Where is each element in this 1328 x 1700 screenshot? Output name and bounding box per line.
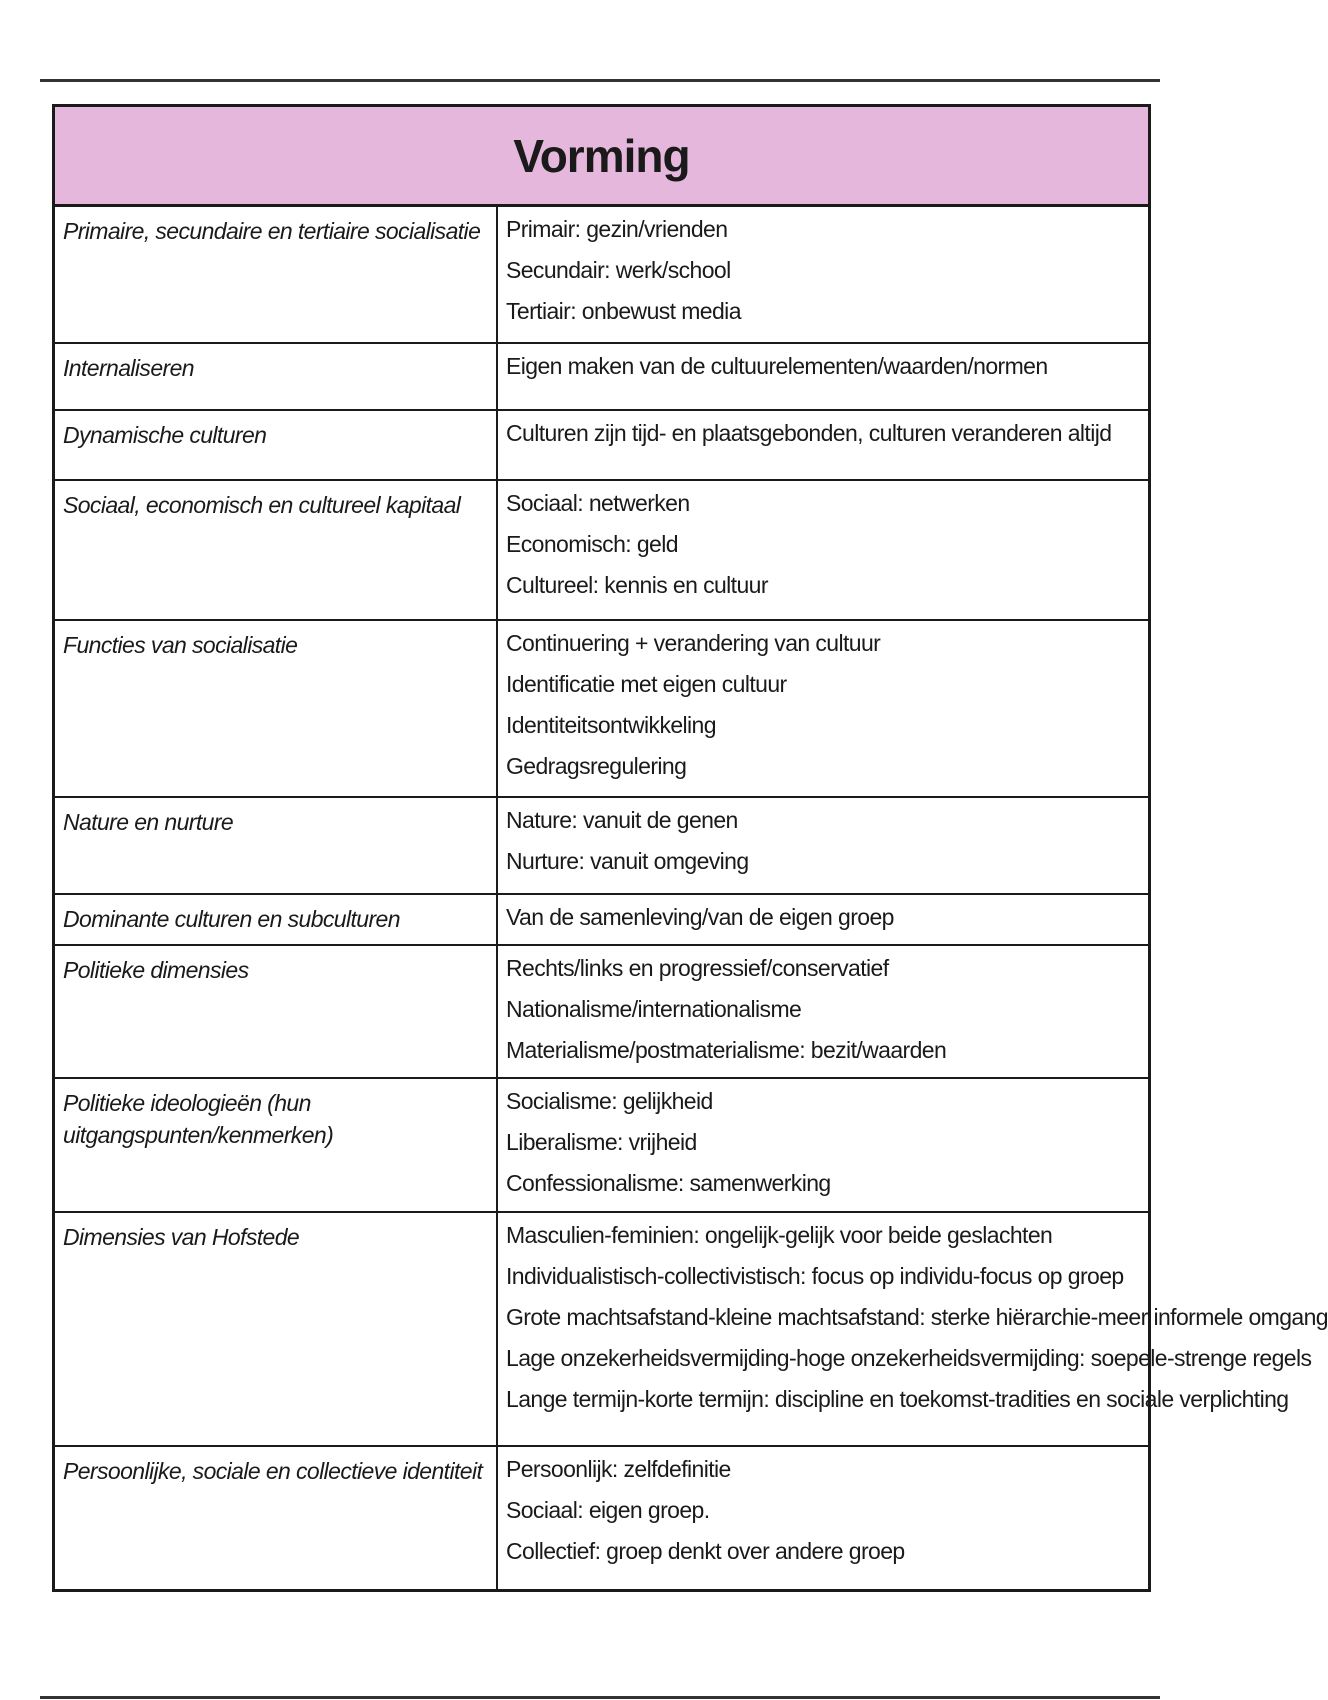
description-line: Continuering + verandering van cultuur <box>506 630 881 656</box>
table-row <box>55 1078 1148 1212</box>
table-row <box>55 207 1148 343</box>
description-line: Secundair: werk/school <box>506 257 731 283</box>
description-line: Liberalisme: vrijheid <box>506 1129 697 1155</box>
description-line: Materialisme/postmaterialisme: bezit/waarden <box>506 1037 947 1063</box>
description-line: Primair: gezin/vrienden <box>506 216 728 242</box>
description-line: Masculien-feminien: ongelijk-gelijk voor beide geslachten <box>506 1222 1053 1248</box>
table-row <box>55 894 1148 945</box>
description-line: Van de samenleving/van de eigen groep <box>506 904 894 930</box>
description-line: Sociaal: netwerken <box>506 490 690 516</box>
vorming-table <box>52 104 1328 1592</box>
description-line: Economisch: geld <box>506 531 678 557</box>
term-cell: Functies van socialisatie <box>55 620 497 797</box>
bottom-rule <box>40 1696 1160 1699</box>
description-line: Nationalisme/internationalisme <box>506 996 802 1022</box>
term-cell: Sociaal, economisch en cultureel kapitaal <box>55 480 497 620</box>
description-cell <box>497 1078 1148 1212</box>
table-row <box>55 343 1148 410</box>
description-cell <box>497 620 1148 797</box>
description-line: Collectief: groep denkt over andere groep <box>506 1538 905 1564</box>
description-line: Grote machtsafstand-kleine machtsafstand: sterke hiërarchie-meer informele omgang <box>506 1304 1328 1330</box>
term-cell: Nature en nurture <box>55 797 497 894</box>
term-cell: Persoonlijke, sociale en collectieve identiteit <box>55 1446 497 1589</box>
description-line: Tertiair: onbewust media <box>506 298 741 324</box>
description-cell <box>497 207 1148 343</box>
term-cell: Dimensies van Hofstede <box>55 1212 497 1446</box>
description-line: Rechts/links en progressief/conservatief <box>506 955 889 981</box>
table-row <box>55 620 1148 797</box>
description-line: Culturen zijn tijd- en plaatsgebonden, culturen veranderen altijd <box>506 420 1112 446</box>
term-cell: Dynamische culturen <box>55 410 497 480</box>
term-cell: Politieke ideologieën (hun uitgangspunten/kenmerken) <box>55 1078 497 1212</box>
top-rule <box>40 79 1160 82</box>
term-cell: Politieke dimensies <box>55 945 497 1078</box>
table-row <box>55 480 1148 620</box>
table-row <box>55 945 1148 1078</box>
table-title-bar <box>55 107 1148 207</box>
description-line: Persoonlijk: zelfdefinitie <box>506 1456 731 1482</box>
description-line: Socialisme: gelijkheid <box>506 1088 713 1114</box>
term-cell: Dominante culturen en subculturen <box>55 894 497 945</box>
table-row <box>55 410 1148 480</box>
term-table <box>55 207 1328 1589</box>
table-row <box>55 797 1148 894</box>
description-cell <box>497 410 1148 480</box>
description-line: Gedragsregulering <box>506 753 687 779</box>
description-line: Individualistisch-collectivistisch: focus op individu-focus op groep <box>506 1263 1124 1289</box>
description-cell <box>497 343 1148 410</box>
table-title: Vorming <box>513 129 690 182</box>
description-line: Identificatie met eigen cultuur <box>506 671 787 697</box>
description-line: Lange termijn-korte termijn: discipline en toekomst-tradities en sociale verplichting <box>506 1386 1289 1412</box>
description-cell <box>497 894 1148 945</box>
description-line: Nurture: vanuit omgeving <box>506 848 749 874</box>
description-cell <box>497 480 1148 620</box>
description-line: Lage onzekerheidsvermijding-hoge onzekerheidsvermijding: soepele-strenge regels <box>506 1345 1312 1371</box>
description-cell <box>497 1212 1328 1446</box>
description-cell <box>497 945 1148 1078</box>
description-line: Eigen maken van de cultuurelementen/waarden/normen <box>506 353 1048 379</box>
description-line: Cultureel: kennis en cultuur <box>506 572 768 598</box>
table-row <box>55 1212 1148 1446</box>
term-cell: Primaire, secundaire en tertiaire socialisatie <box>55 207 497 343</box>
term-cell: Internaliseren <box>55 343 497 410</box>
description-cell <box>497 797 1148 894</box>
description-cell <box>497 1446 1148 1589</box>
description-line: Sociaal: eigen groep. <box>506 1497 710 1523</box>
description-line: Confessionalisme: samenwerking <box>506 1170 831 1196</box>
description-line: Nature: vanuit de genen <box>506 807 738 833</box>
table-row <box>55 1446 1148 1589</box>
description-line: Identiteitsontwikkeling <box>506 712 716 738</box>
